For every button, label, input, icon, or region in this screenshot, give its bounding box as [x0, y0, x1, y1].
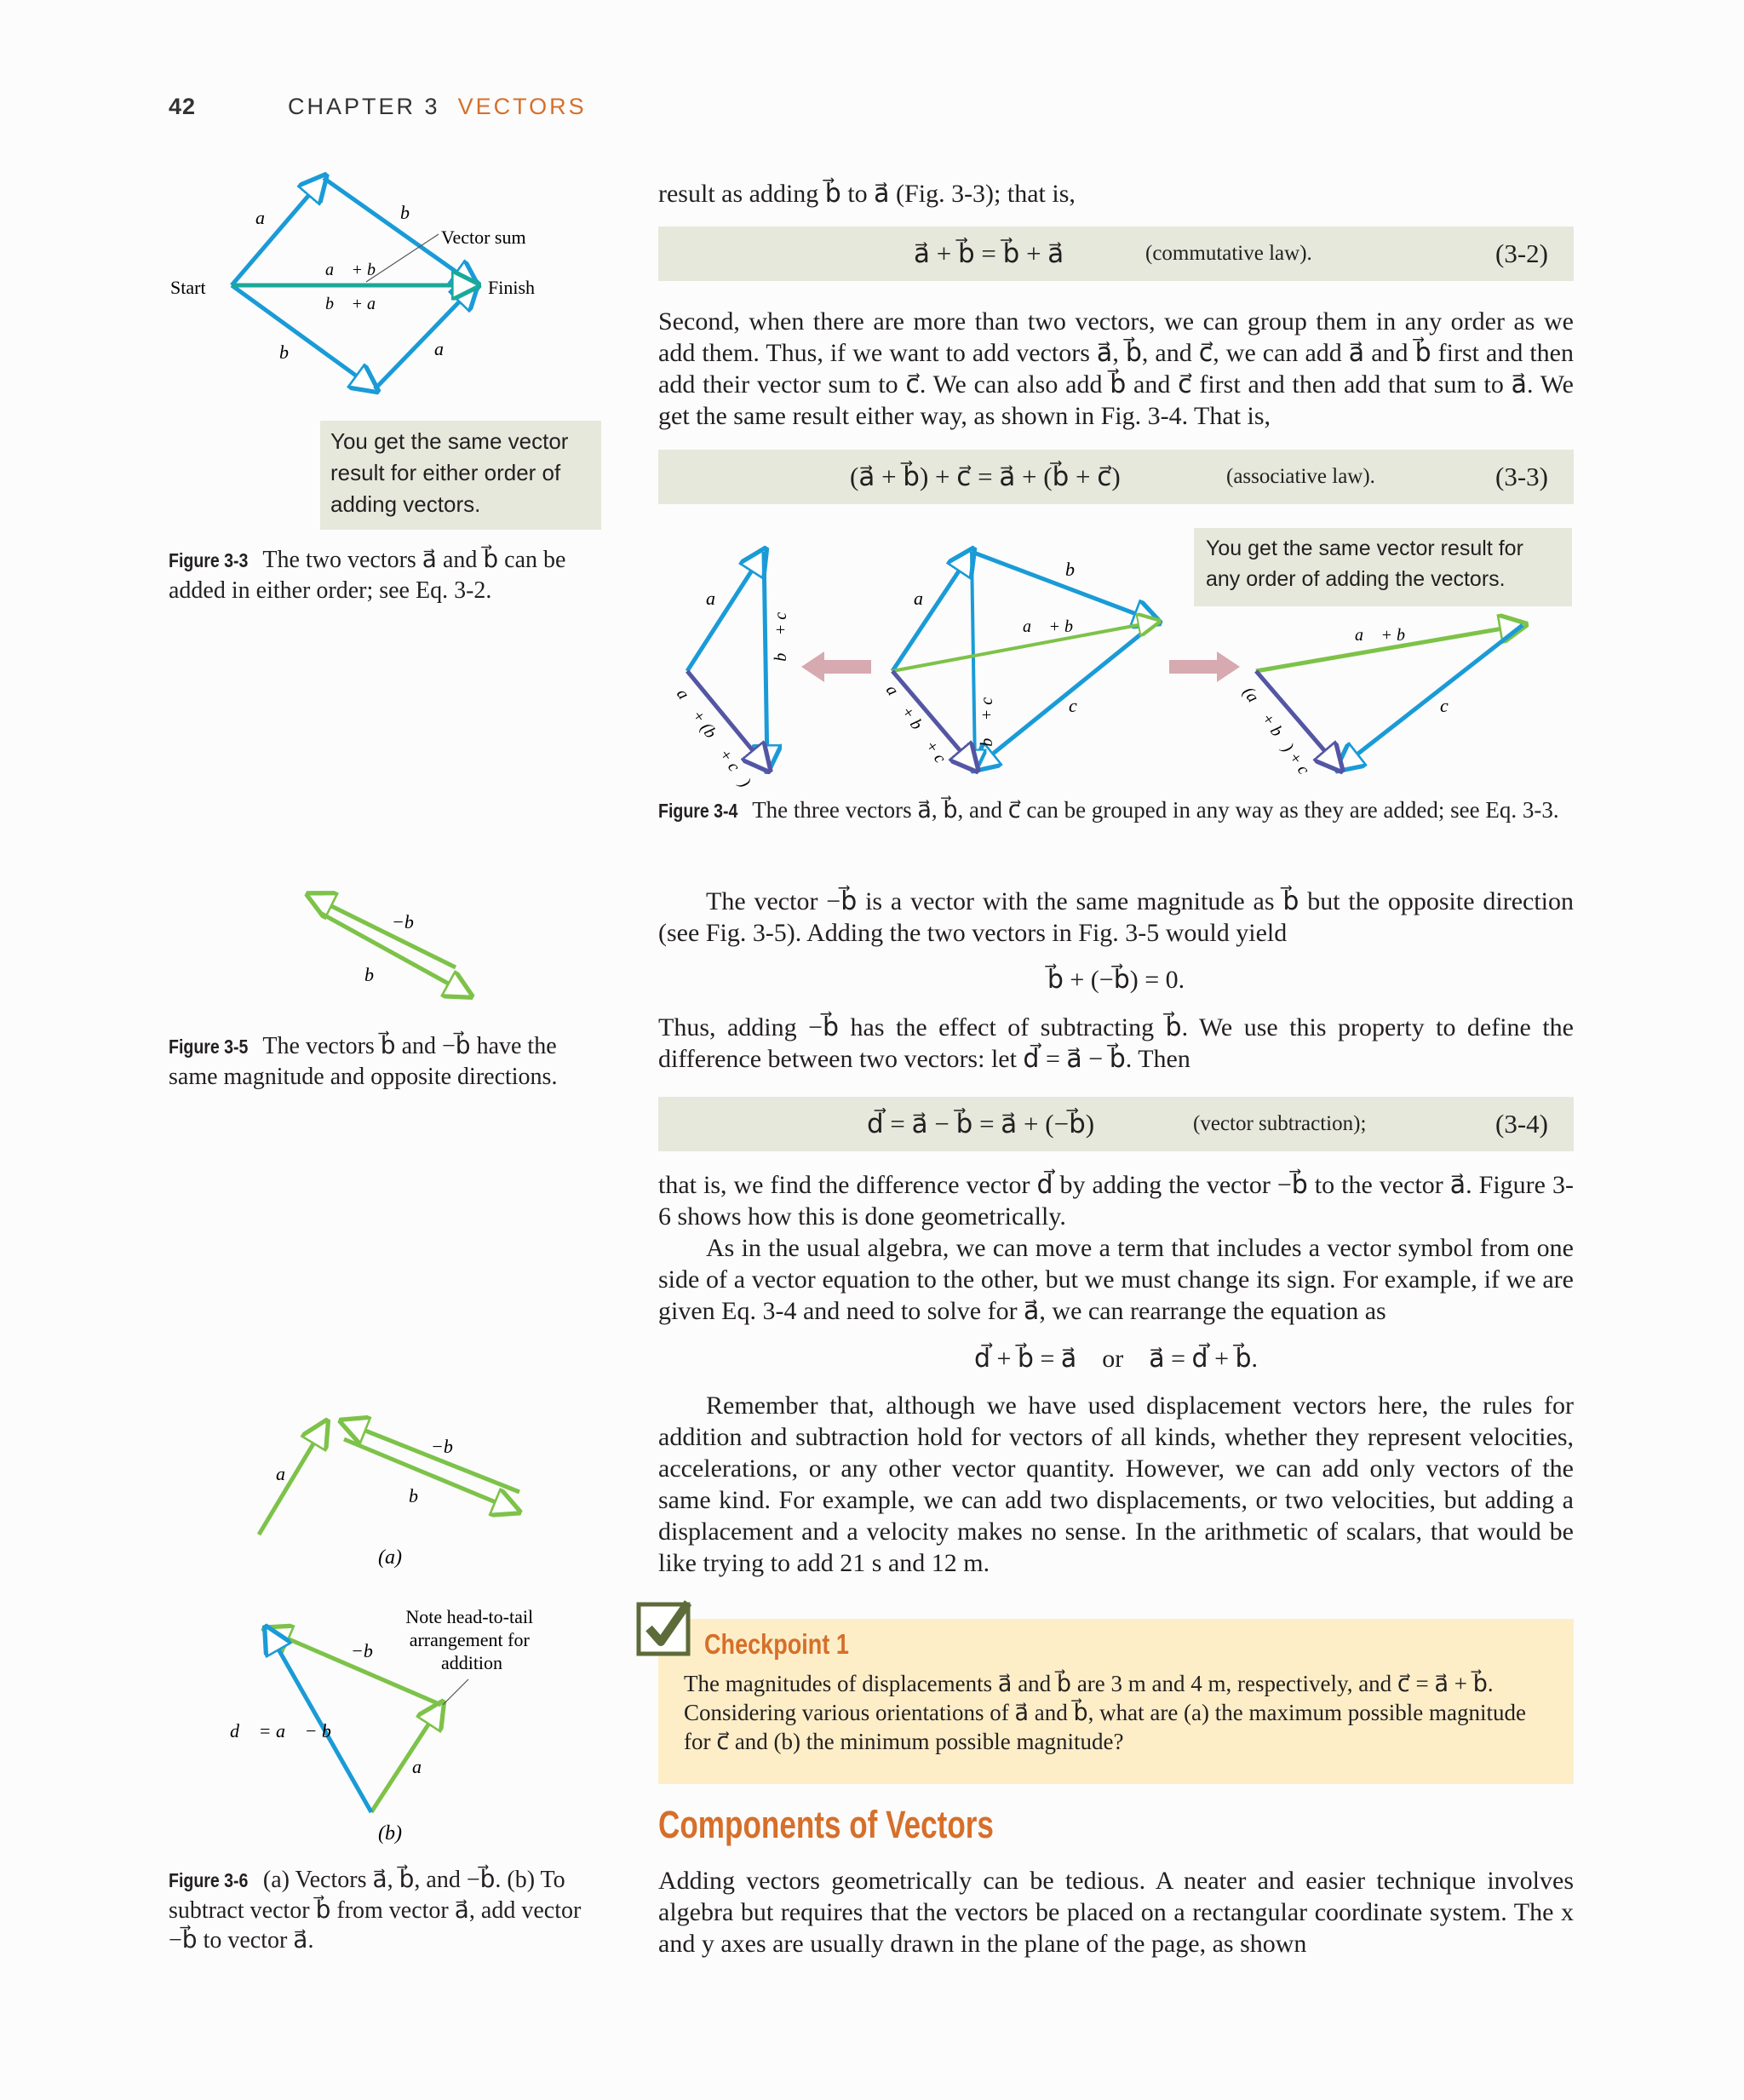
vector-a-bottom: [375, 285, 475, 389]
label-a-top: a⃗: [255, 207, 280, 228]
paragraph-6: As in the usual algebra, we can move a term that includes a vector symbol from one side of a vector equation to the other, but we must change its sign. For example, if we are given Eq. 3-4 and need to solve for a⃗, we can rearrange the equation as: [658, 1234, 1574, 1325]
fig36a-label-b: b⃗: [409, 1485, 433, 1506]
mid-label-b: b⃗: [1065, 559, 1090, 580]
mid-label-bpc: b⃗ + c⃗: [978, 684, 996, 747]
equation-3-3: [658, 450, 1574, 504]
fig36b-label-neg-b: −b⃗: [351, 1640, 387, 1661]
running-header: [288, 94, 587, 120]
fig36a-part-label: (a): [378, 1546, 402, 1569]
mid-b-plus-c: [972, 552, 975, 768]
fig36b-note-line2: arrangement for: [409, 1629, 530, 1650]
left-a: [687, 552, 764, 671]
fig36a-label-a: a⃗: [276, 1463, 301, 1484]
vector-neg-b: [311, 896, 456, 967]
label-a-bottom: a⃗: [434, 338, 459, 359]
mid-a: [892, 552, 972, 671]
fig36b-note-leader: [443, 1679, 468, 1705]
fig36b-label-a: a⃗: [412, 1756, 437, 1777]
fig36b-note-line3: addition: [440, 1652, 503, 1673]
paragraph-2: Second, when there are more than two vectors, we can group them in any order as we add them. Thus, if we want to add vectors a⃗, b⃗, and c⃗, we can add a⃗ and b⃗ first and then add their vector sum to c⃗. We can also add b⃗ and c⃗ first and then add that sum to a⃗. We get the same result either way, as shown in Fig. 3-4. That is,: [658, 307, 1574, 430]
left-label-a-bc: a⃗ + (b⃗ + c⃗): [672, 685, 754, 791]
label-vector-sum: Vector sum: [441, 227, 526, 248]
paragraph-4: Thus, adding −b⃗ has the effect of subtracting b⃗. We use this property to define the difference between two vectors: let d⃗ = a⃗ − b⃗. Then: [658, 1013, 1574, 1073]
figure-3-4-diagram: [658, 536, 1574, 792]
section-heading: Components of Vectors: [658, 1803, 994, 1846]
mid-label-a: a⃗: [914, 588, 938, 609]
figure-3-4-note: You get the same vector result for any order of adding the vectors.: [1194, 528, 1572, 606]
figure-3-3-note: You get the same vector result for either order of adding vectors.: [320, 421, 601, 530]
figure-3-3-label: Figure 3-3: [169, 549, 249, 571]
fig36b-part-label: (b): [378, 1822, 402, 1845]
figure-3-6-caption-text: (a) Vectors a⃗, b⃗, and −b⃗. (b) To subtract vector b⃗ from vector a⃗, add vector −b⃗ to vector a⃗.: [169, 1867, 582, 1954]
left-label-a: a⃗: [706, 588, 731, 609]
right-label-c: c⃗: [1440, 695, 1463, 716]
figure-3-5-diagram: [290, 886, 502, 1013]
figure-3-3-caption-text: The two vectors a⃗ and b⃗ can be added in either order; see Eq. 3-2.: [169, 547, 566, 604]
checkmark-icon: [635, 1598, 697, 1659]
equation-3-4: [658, 1097, 1574, 1151]
paragraph-7: Remember that, although we have used displacement vectors here, the rules for addition and subtraction hold for vectors of all kinds, whether they represent velocities, accelerations, or any other vector quantity. However, we can add only vectors of the same kind. For example, we can add two displacements, or two velocities, but adding a displacement and a velocity makes no sense. In the arithmetic of scalars, that would be like trying to add 21 s and 12 m.: [658, 1391, 1574, 1577]
equation-3-2: [658, 227, 1574, 281]
checkpoint-text: The magnitudes of displacements a⃗ and b⃗ are 3 m and 4 m, respectively, and c⃗ = a⃗ + b⃗. Considering various orientations of a⃗ and b⃗, what are (a) the maximum possible magnitude for c⃗ and (b) the minimum possible magnitude?: [684, 1671, 1526, 1754]
right-label-ab-c: (a⃗ + b⃗) + c⃗: [1238, 683, 1321, 789]
label-apb: a⃗ + b⃗: [325, 261, 389, 279]
figure-3-5-label: Figure 3-5: [169, 1036, 249, 1058]
paragraph-5: that is, we find the difference vector d⃗ by adding the vector −b⃗ to the vector a⃗. Figure 3-6 shows how this is done geometrically.: [658, 1171, 1574, 1231]
figure-3-4-caption: [658, 795, 1574, 826]
left-b-plus-c: [764, 552, 767, 768]
mid-label-c: c⃗: [1069, 695, 1092, 716]
figure-3-6-caption: [169, 1865, 603, 1955]
paragraph-3: The vector −b⃗ is a vector with the same magnitude as b⃗ but the opposite direction (see Fig. 3-5). Adding the two vectors in Fig. 3-5 would yield: [658, 887, 1574, 947]
mid-label-apbpc: a⃗ + b⃗ + c⃗: [881, 681, 958, 778]
paragraph-1: result as adding b⃗ to a⃗ (Fig. 3-3); that is,: [658, 180, 1076, 208]
figure-3-4-label: Figure 3-4: [658, 800, 738, 822]
figure-3-5-caption: [169, 1031, 603, 1092]
mid-b: [972, 552, 1156, 622]
fig36a-vector-neg-b: [344, 1422, 519, 1492]
mid-label-apb: a⃗ + b⃗: [1023, 617, 1087, 636]
figure-3-5-caption-text: The vectors b⃗ and −b⃗ have the same magnitude and opposite directions.: [169, 1033, 558, 1090]
figure-3-4-caption-text: The three vectors a⃗, b⃗, and c⃗ can be grouped in any way as they are added; see Eq. 3-3.: [752, 797, 1559, 823]
right-label-apb: a⃗ + b⃗: [1355, 626, 1419, 645]
label-b-bottom: b⃗: [279, 341, 304, 363]
equation-3-2-number: (3-2): [1495, 238, 1548, 268]
equation-3-2-expr: a⃗ + b⃗ = b⃗ + a⃗: [914, 238, 1064, 268]
right-c: [1340, 625, 1523, 768]
equation-3-3-note: (associative law).: [1226, 465, 1375, 488]
chapter-title: VECTORS: [457, 94, 587, 119]
label-start: Start: [170, 277, 206, 298]
label-b-top: b⃗: [400, 202, 425, 223]
vector-a-top: [232, 178, 324, 285]
equation-3-3-number: (3-3): [1495, 462, 1548, 491]
figure-3-3-caption: [169, 545, 603, 605]
label-neg-b: −b⃗: [392, 911, 428, 932]
label-bpa: b⃗ + a⃗: [325, 295, 389, 313]
chapter-label: CHAPTER 3: [288, 94, 440, 119]
label-finish: Finish: [488, 277, 536, 298]
paragraph-8: Adding vectors geometrically can be tedious. A neater and easier technique involves algebra but requires that the vectors be placed on a rectangular coordinate system. The x and y axes are usually drawn in the plane of the page, as shown: [658, 1867, 1574, 1958]
figure-3-6-diagram: [169, 1405, 611, 1848]
page-number: 42: [169, 94, 197, 119]
equation-3-3-expr: (a⃗ + b⃗) + c⃗ = a⃗ + (b⃗ + c⃗): [850, 462, 1121, 491]
fig36b-note-line1: Note head-to-tail: [405, 1606, 534, 1627]
equation-b-neg-b: b⃗ + (−b⃗) = 0.: [1047, 966, 1185, 994]
equation-3-4-expr: d⃗ = a⃗ − b⃗ = a⃗ + (−b⃗): [867, 1109, 1095, 1139]
equation-d-b: d⃗ + b⃗ = a⃗ or a⃗ = d⃗ + b⃗.: [973, 1345, 1259, 1373]
fig36a-label-neg-b: −b⃗: [431, 1436, 468, 1457]
equation-3-2-note: (commutative law).: [1145, 242, 1312, 265]
left-label-bpc: b⃗ + c⃗: [772, 599, 790, 662]
equation-3-4-number: (3-4): [1495, 1109, 1548, 1139]
equation-3-4-note: (vector subtraction);: [1193, 1112, 1367, 1135]
figure-3-3-diagram: [162, 166, 605, 405]
fig36b-note: [405, 1606, 537, 1673]
arrow-right-pink: [1169, 651, 1240, 682]
fig36b-label-d: d⃗ = a⃗ − b⃗: [230, 1720, 347, 1741]
checkpoint-title: Checkpoint 1: [704, 1628, 849, 1660]
figure-3-6-label: Figure 3-6: [169, 1869, 249, 1891]
label-b: b⃗: [364, 964, 389, 985]
arrow-left-pink: [801, 651, 871, 682]
mid-c: [975, 622, 1156, 768]
